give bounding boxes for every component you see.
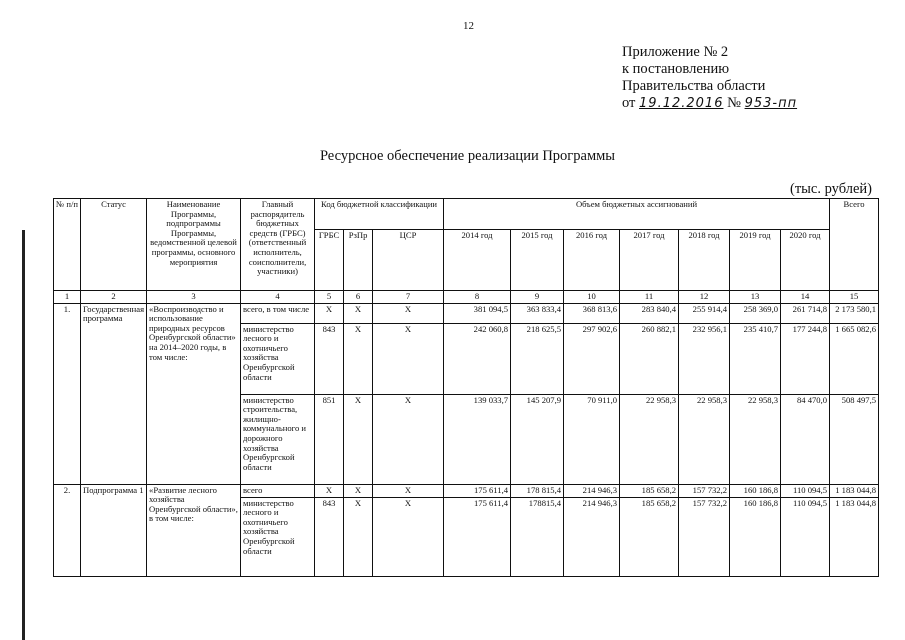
row-csr: X [373,497,444,576]
row-grbs-code: X [315,303,344,323]
row-value-2016: 214 946,3 [564,484,620,497]
column-number: 6 [344,291,373,304]
header-status: Статус [81,199,147,291]
header-year-2014: 2014 год [444,230,511,291]
column-number: 14 [781,291,830,304]
row-status: Государственная программа [81,303,147,484]
column-number-row [54,291,879,304]
header-num: № п/п [54,199,81,291]
row-value-2014: 242 060,8 [444,323,511,394]
row-value-2015: 145 207,9 [511,394,564,484]
row-value-2019: 160 186,8 [730,497,781,576]
appendix-line-2: к постановлению [622,61,730,77]
row-grbs: министерство строительства, жилищно-коммунального и дорожного хозяйства Оренбургской области [241,394,315,484]
column-number: 3 [147,291,241,304]
row-rzpr: X [344,497,373,576]
header-year-2020: 2020 год [781,230,830,291]
row-value-2016: 70 911,0 [564,394,620,484]
row-total: 1 183 044,8 [830,484,879,497]
row-value-2020: 110 094,5 [781,497,830,576]
column-number: 8 [444,291,511,304]
header-year-2019: 2019 год [730,230,781,291]
row-value-2014: 175 611,4 [444,484,511,497]
row-value-2020: 84 470,0 [781,394,830,484]
row-csr: X [373,303,444,323]
row-rzpr: X [344,484,373,497]
table-row [54,303,879,323]
handwritten-date: 19.12.2016 [639,96,724,111]
row-value-2019: 160 186,8 [730,484,781,497]
page-number: 12 [463,20,474,32]
row-grbs-code: X [315,484,344,497]
row-value-2016: 214 946,3 [564,497,620,576]
header-grbs: Главный распорядитель бюджетных средств (ГРБС) (ответственный исполнитель, соисполнители, участники) [241,199,315,291]
row-value-2020: 110 094,5 [781,484,830,497]
column-number: 1 [54,291,81,304]
row-value-2017: 283 840,4 [620,303,679,323]
row-grbs: всего, в том числе [241,303,315,323]
row-number: 1. [54,303,81,484]
column-number: 15 [830,291,879,304]
row-grbs: министерство лесного и охотничьего хозяйства Оренбургской области [241,497,315,576]
header-name: Наименование Программы, подпрограммы Программы, ведомственной целевой программы, основного мероприятия [147,199,241,291]
row-total: 1 183 044,8 [830,497,879,576]
row-rzpr: X [344,394,373,484]
header-year-2016: 2016 год [564,230,620,291]
row-value-2018: 22 958,3 [679,394,730,484]
row-value-2015: 178815,4 [511,497,564,576]
row-rzpr: X [344,323,373,394]
appendix-line-1: Приложение № 2 [622,44,729,60]
row-grbs: министерство лесного и охотничьего хозяйства Оренбургской области [241,323,315,394]
row-value-2014: 381 094,5 [444,303,511,323]
row-value-2017: 185 658,2 [620,484,679,497]
row-value-2015: 178 815,4 [511,484,564,497]
header-year-2015: 2015 год [511,230,564,291]
row-value-2017: 22 958,3 [620,394,679,484]
header-csr: ЦСР [373,230,444,291]
column-number: 10 [564,291,620,304]
appendix-date-line [622,95,797,112]
row-csr: X [373,394,444,484]
row-name: «Воспроизводство и использование природных ресурсов Оренбургской области» на 2014–2020 годы, в том числе: [147,303,241,484]
header-grbs-code: ГРБС [315,230,344,291]
row-value-2016: 368 813,6 [564,303,620,323]
header-rzpr: РзПр [344,230,373,291]
row-value-2020: 177 244,8 [781,323,830,394]
column-number: 2 [81,291,147,304]
row-grbs-code: 843 [315,497,344,576]
column-number: 11 [620,291,679,304]
row-total: 1 665 082,6 [830,323,879,394]
header-volume: Объем бюджетных ассигнований [444,199,830,230]
header-budget-code: Код бюджетной классификации [315,199,444,230]
header-year-2018: 2018 год [679,230,730,291]
row-total: 508 497,5 [830,394,879,484]
document-title: Ресурсное обеспечение реализации Программы [319,148,616,164]
row-value-2018: 232 956,1 [679,323,730,394]
header-total: Всего [830,199,879,291]
column-number: 5 [315,291,344,304]
row-rzpr: X [344,303,373,323]
row-value-2016: 297 902,6 [564,323,620,394]
row-value-2015: 218 625,5 [511,323,564,394]
date-prefix: от [622,95,636,111]
units-label: (тыс. рублей) [790,181,872,197]
scan-edge [22,230,25,640]
row-value-2019: 258 369,0 [730,303,781,323]
appendix-line-3: Правительства области [622,78,766,94]
row-value-2014: 139 033,7 [444,394,511,484]
column-number: 9 [511,291,564,304]
handwritten-number: 953-пп [744,96,798,111]
row-value-2019: 22 958,3 [730,394,781,484]
row-value-2018: 157 732,2 [679,484,730,497]
row-csr: X [373,323,444,394]
row-grbs-code: 843 [315,323,344,394]
header-year-2017: 2017 год [620,230,679,291]
row-csr: X [373,484,444,497]
row-value-2017: 260 882,1 [620,323,679,394]
row-value-2020: 261 714,8 [781,303,830,323]
column-number: 12 [679,291,730,304]
row-value-2019: 235 410,7 [730,323,781,394]
appendix-block [622,44,797,112]
budget-table [53,198,879,577]
column-number: 13 [730,291,781,304]
row-status: Подпрограмма 1 [81,484,147,576]
row-name: «Развитие лесного хозяйства Оренбургской области», в том числе: [147,484,241,576]
row-number: 2. [54,484,81,576]
row-grbs-code: 851 [315,394,344,484]
column-number: 7 [373,291,444,304]
row-total: 2 173 580,1 [830,303,879,323]
row-value-2018: 255 914,4 [679,303,730,323]
header-row-1 [54,199,879,230]
row-value-2014: 175 611,4 [444,497,511,576]
column-number: 4 [241,291,315,304]
table-row [54,484,879,497]
number-prefix: № [727,95,741,111]
row-value-2015: 363 833,4 [511,303,564,323]
row-value-2017: 185 658,2 [620,497,679,576]
row-value-2018: 157 732,2 [679,497,730,576]
row-grbs: всего [241,484,315,497]
